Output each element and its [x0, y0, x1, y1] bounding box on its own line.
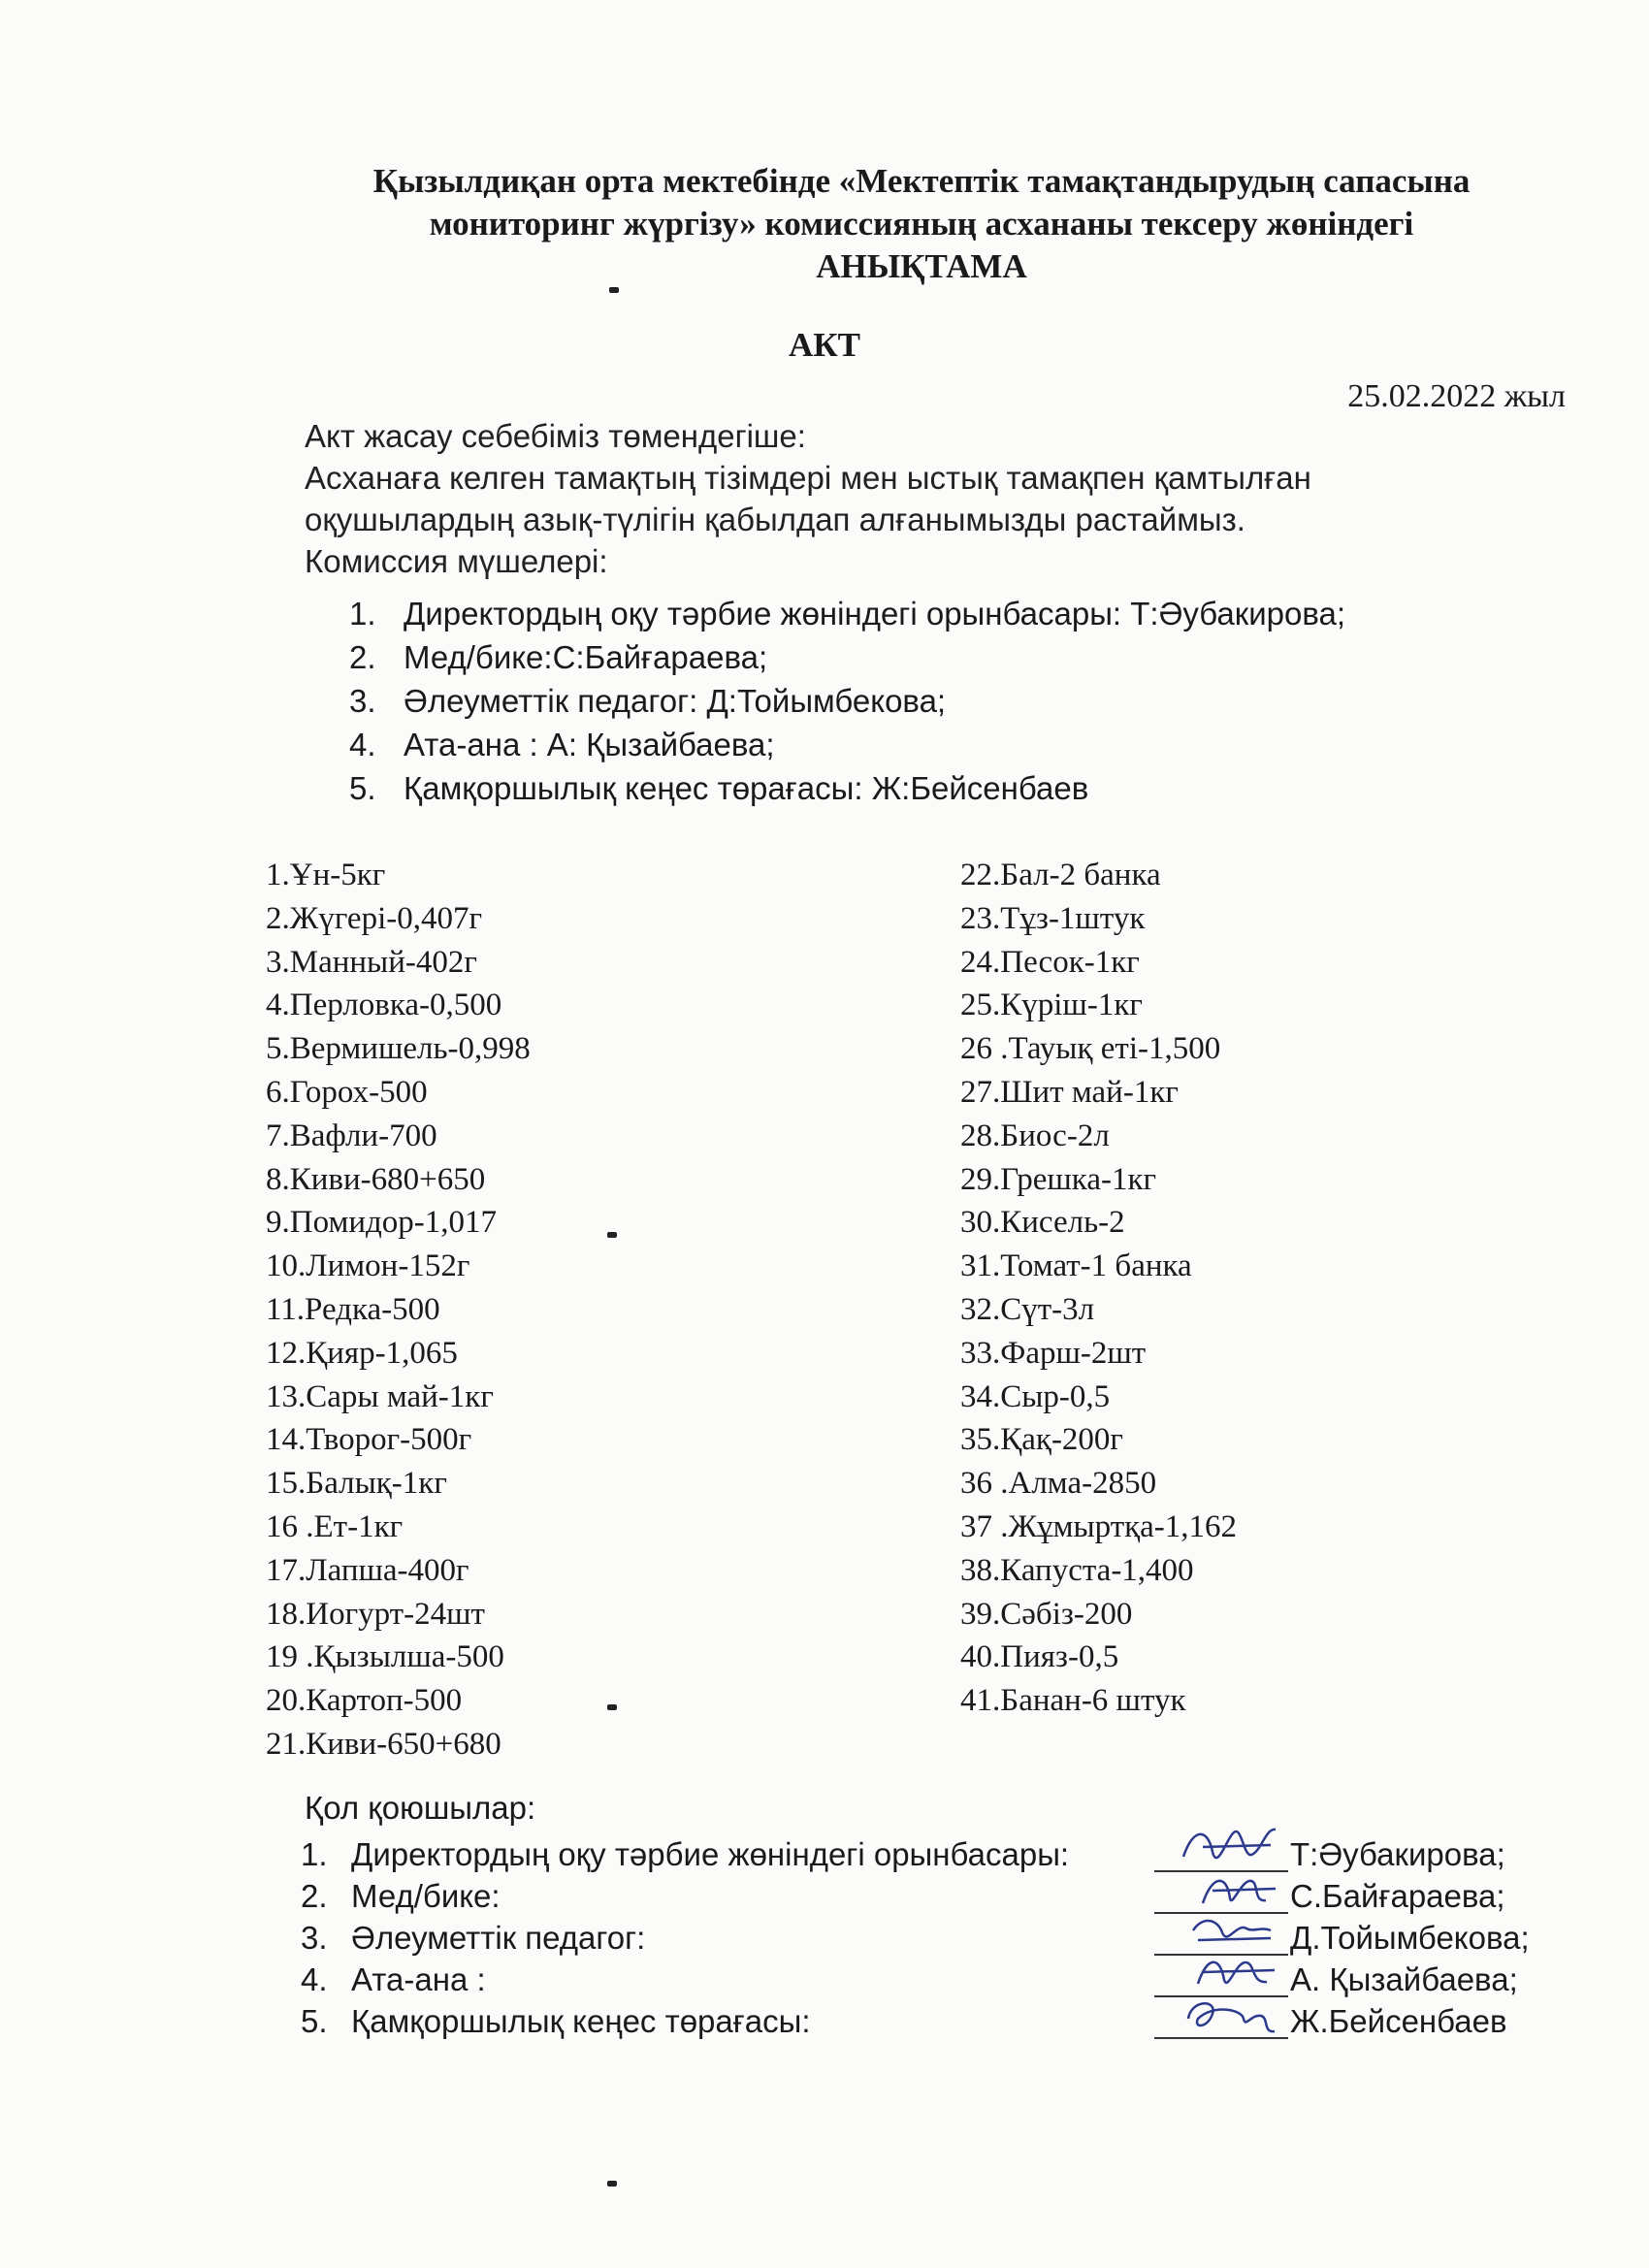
food-item: 32.Сүт-3л [960, 1291, 1095, 1327]
food-item: 36 .Алма-2850 [960, 1466, 1157, 1502]
food-item: 23.Тұз-1штук [960, 900, 1146, 936]
signer-row [301, 1917, 1591, 1959]
food-item: 39.Сәбіз-200 [960, 1596, 1133, 1632]
signer-row [301, 1833, 1591, 1875]
food-item: 15.Балық-1кг [266, 1466, 447, 1502]
signer-number: 2. [301, 1878, 328, 1914]
member-item [349, 635, 1552, 679]
food-item: 9.Помидор-1,017 [266, 1205, 498, 1241]
signers-heading: Қол қоюшылар: [305, 1790, 536, 1826]
items-list-left [266, 854, 531, 1766]
intro-line-2: Асханаға келген тамақтың тізімдері мен ыстық тамақпен қамтылған [305, 460, 1311, 496]
signer-role: Ата-ана : [351, 1961, 486, 1997]
member-number: 3. [349, 683, 376, 719]
member-text: Қамқоршылық кеңес төрағасы: Ж:Бейсенбаев [404, 770, 1089, 806]
food-item: 7.Вафли-700 [266, 1118, 437, 1153]
food-item: 19 .Қызылша-500 [266, 1639, 504, 1675]
food-item: 38.Капуста-1,400 [960, 1552, 1194, 1588]
signer-name: С.Байғараева; [1290, 1878, 1505, 1914]
intro-line-4: Комиссия мүшелері: [305, 543, 608, 579]
food-item: 37 .Жұмыртқа-1,162 [960, 1508, 1238, 1544]
food-item: 28.Биос-2л [960, 1118, 1110, 1153]
member-number: 1. [349, 596, 376, 632]
member-item [349, 723, 1552, 766]
signer-role: Қамқоршылық кеңес төрағасы: [351, 2003, 811, 2039]
food-item: 8.Киви-680+650 [266, 1161, 486, 1197]
food-item: 11.Редка-500 [266, 1291, 440, 1327]
member-number: 5. [349, 770, 376, 806]
member-item [349, 679, 1552, 723]
signer-number: 3. [301, 1920, 328, 1956]
food-item: 10.Лимон-152г [266, 1248, 470, 1284]
signer-row [301, 1959, 1591, 2000]
food-item: 13.Сары май-1кг [266, 1378, 494, 1414]
scan-speck [607, 1232, 617, 1238]
food-item: 16 .Ет-1кг [266, 1508, 404, 1544]
signer-name: Д.Тойымбекова; [1290, 1920, 1530, 1956]
intro-line-3: оқушылардың азық-түлігін қабылдап алғанымызды растаймыз. [305, 502, 1245, 537]
signer-name: А. Қызайбаева; [1290, 1961, 1518, 1997]
food-item: 41.Банан-6 штук [960, 1683, 1186, 1719]
commission-members-list [349, 592, 1552, 810]
member-item [349, 766, 1552, 810]
signer-role: Әлеуметтік педагог: [351, 1920, 646, 1956]
food-item: 5.Вермишель-0,998 [266, 1031, 531, 1067]
signer-number: 5. [301, 2003, 328, 2039]
act-title: АКТ [789, 326, 860, 364]
items-list-right [960, 854, 1237, 1723]
food-item: 24.Песок-1кг [960, 944, 1140, 980]
signers-list [301, 1833, 1591, 2042]
document-header [291, 160, 1552, 288]
food-item: 35.Қақ-200г [960, 1422, 1123, 1458]
header-line-3: АНЫҚТАМА [816, 247, 1027, 285]
food-item: 26 .Тауық еті-1,500 [960, 1031, 1221, 1067]
food-item: 18.Иогурт-24шт [266, 1596, 485, 1632]
food-item: 25.Күріш-1кг [960, 988, 1143, 1023]
scan-speck [607, 2181, 617, 2187]
signer-number: 1. [301, 1836, 328, 1872]
food-item: 20.Картоп-500 [266, 1683, 463, 1719]
food-item: 2.Жүгері-0,407г [266, 900, 483, 936]
intro-line-1: Акт жасау себебіміз төмендегіше: [305, 418, 806, 454]
signer-row [301, 1875, 1591, 1917]
signer-name: Т:Әубакирова; [1290, 1836, 1505, 1872]
signer-number: 4. [301, 1961, 328, 1997]
member-text: Мед/бике:С:Байғараева; [404, 639, 768, 675]
food-item: 4.Перловка-0,500 [266, 988, 502, 1023]
member-text: Директордың оқу тәрбие жөніндегі орынбасары: Т:Әубакирова; [404, 596, 1346, 632]
scan-speck [607, 1704, 617, 1710]
signer-role: Мед/бике: [351, 1878, 501, 1914]
food-item: 22.Бал-2 банка [960, 858, 1161, 892]
intro-text [305, 415, 1566, 582]
food-item: 17.Лапша-400г [266, 1552, 469, 1588]
member-item [349, 592, 1552, 635]
header-line-1: Қызылдиқан орта мектебінде «Мектептік тамақтандырудың сапасына [372, 162, 1471, 200]
member-number: 2. [349, 639, 376, 675]
member-text: Әлеуметтік педагог: Д:Тойымбекова; [404, 683, 947, 719]
food-item: 3.Манный-402г [266, 944, 477, 980]
food-item: 29.Грешка-1кг [960, 1161, 1157, 1197]
food-item: 33.Фарш-2шт [960, 1335, 1147, 1371]
food-item: 34.Сыр-0,5 [960, 1378, 1111, 1414]
document-date: 25.02.2022 жыл [1347, 378, 1566, 414]
signer-name: Ж.Бейсенбаев [1290, 2003, 1507, 2039]
signer-role: Директордың оқу тәрбие жөніндегі орынбасары: [351, 1836, 1070, 1872]
handwritten-signature [1174, 1985, 1290, 2043]
signer-row [301, 2000, 1591, 2042]
food-item: 30.Кисель-2 [960, 1205, 1125, 1241]
member-number: 4. [349, 727, 376, 762]
food-item: 14.Творог-500г [266, 1422, 472, 1458]
food-item: 1.Ұн-5кг [266, 858, 386, 892]
food-item: 6.Горох-500 [266, 1074, 428, 1110]
food-item: 21.Киви-650+680 [266, 1726, 501, 1762]
header-line-2: мониторинг жүргізу» комиссияның асхананы тексеру жөніндегі [429, 205, 1414, 243]
food-item: 31.Томат-1 банка [960, 1248, 1192, 1284]
member-text: Ата-ана : А: Қызайбаева; [404, 727, 775, 762]
food-item: 40.Пияз-0,5 [960, 1639, 1119, 1675]
food-item: 27.Шит май-1кг [960, 1074, 1179, 1110]
scan-speck [609, 287, 619, 293]
food-item: 12.Қияр-1,065 [266, 1335, 458, 1371]
